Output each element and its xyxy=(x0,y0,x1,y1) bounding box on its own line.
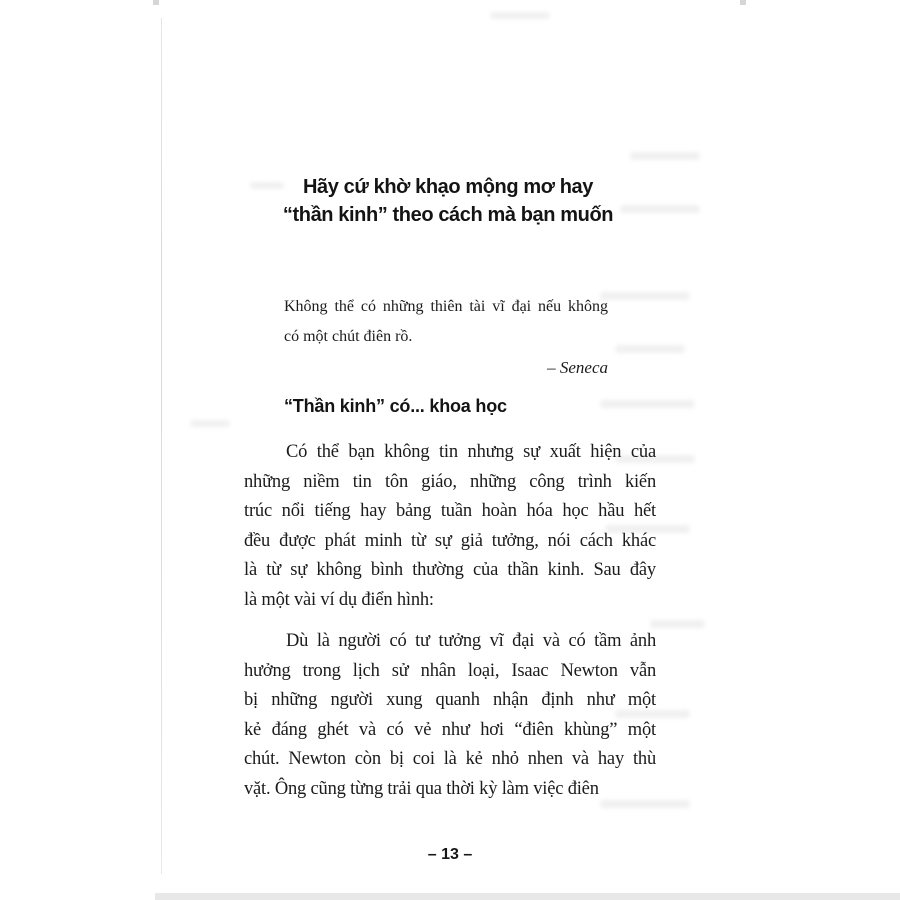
bleedthrough-artifact xyxy=(600,400,695,408)
page-seam-line xyxy=(161,18,162,874)
chapter-title xyxy=(240,173,656,229)
bleedthrough-artifact xyxy=(190,420,230,427)
body-text xyxy=(244,438,656,804)
page-number: – 13 – xyxy=(427,846,473,863)
epigraph-quote-lines xyxy=(284,292,608,352)
text-line: chút. Newton còn bị coi là kẻ nhỏ nhen và hay thù xyxy=(244,749,656,769)
section-heading: “Thần kinh” có... khoa học xyxy=(284,396,507,416)
text-line: “thần kinh” theo cách mà bạn muốn xyxy=(282,204,614,226)
text-line: đều được phát minh từ sự giả tưởng, nói cách khác xyxy=(244,530,656,551)
bleedthrough-artifact xyxy=(600,292,690,300)
text-line: Dù là người có tư tưởng vĩ đại và có tầm ảnh xyxy=(286,631,656,651)
scanner-edge-strip xyxy=(155,893,900,900)
scan-corner-mark xyxy=(740,0,746,5)
text-line: vặt. Ông cũng từng trải qua thời kỳ làm việc điên xyxy=(244,778,599,799)
epigraph-attribution: – Seneca xyxy=(547,358,608,377)
scan-corner-mark xyxy=(153,0,159,5)
paragraph xyxy=(244,438,656,615)
text-line: hưởng trong lịch sử nhân loại, Isaac Newton vẫn xyxy=(244,660,656,681)
text-line: bị những người xung quanh nhận định như một xyxy=(244,690,656,710)
bleedthrough-artifact xyxy=(490,12,550,19)
text-line: là một vài ví dụ điển hình: xyxy=(244,589,434,610)
bleedthrough-artifact xyxy=(615,345,685,353)
text-line: Không thể có những thiên tài vĩ đại nếu không xyxy=(284,298,608,315)
text-line: là từ sự không bình thường của thần kinh. Sau đây xyxy=(244,560,656,580)
bleedthrough-artifact xyxy=(630,152,700,160)
bleedthrough-artifact xyxy=(650,620,705,628)
text-line: có một chút điên rồ. xyxy=(284,328,413,345)
text-line: kẻ đáng ghét và có vẻ như hơi “điên khùng” một xyxy=(244,719,656,740)
text-line: Có thể bạn không tin nhưng sự xuất hiện của xyxy=(286,442,656,462)
epigraph-quote xyxy=(284,292,608,382)
text-line: trúc nổi tiếng hay bảng tuần hoàn hóa học hầu hết xyxy=(244,501,656,521)
paragraph xyxy=(244,627,656,804)
text-line: những niềm tin tôn giáo, những công trình kiến xyxy=(244,471,656,492)
text-line: Hãy cứ khờ khạo mộng mơ hay xyxy=(303,176,593,198)
